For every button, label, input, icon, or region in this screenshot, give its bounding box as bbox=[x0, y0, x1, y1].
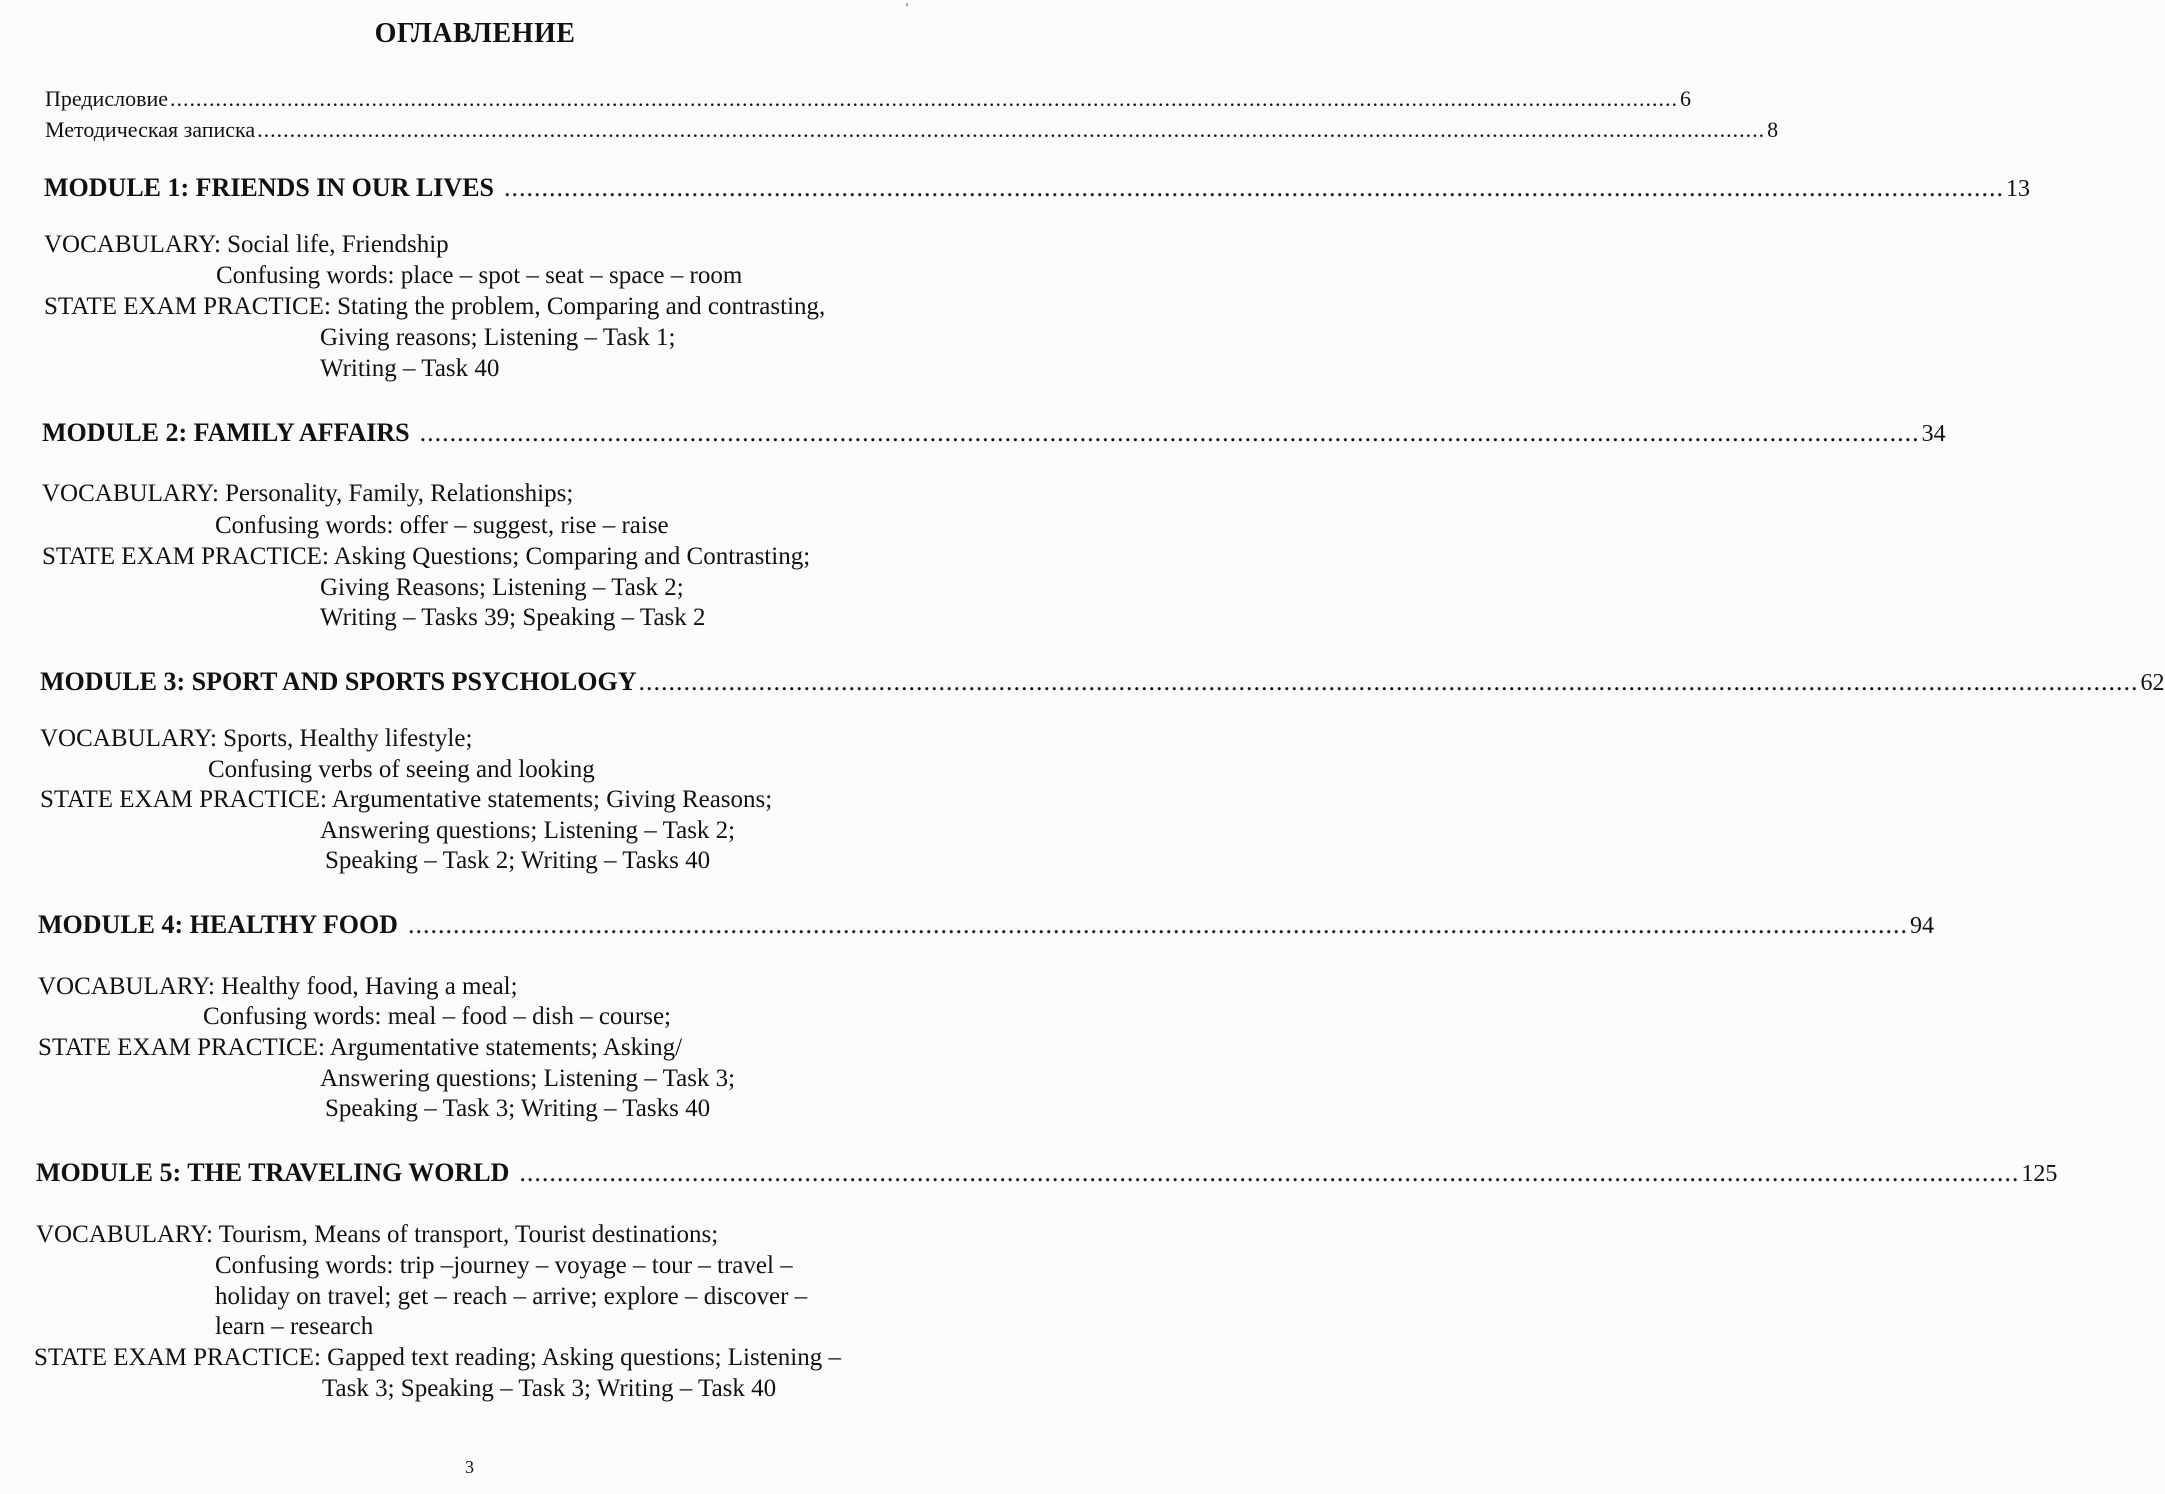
dot-leader: ........................................................................................................................................................................................................ bbox=[504, 173, 2004, 202]
toc-module-5-heading[interactable] bbox=[36, 1158, 2058, 1188]
dot-leader: ........................................................................................................................................................................................................ bbox=[638, 667, 2139, 696]
toc-entry-label: Методическая записка bbox=[45, 117, 256, 142]
page-number: 3 bbox=[465, 1457, 474, 1477]
module-5-vocabulary: VOCABULARY: Tourism, Means of transport, Tourist destinations; bbox=[36, 1221, 719, 1248]
dot-leader: ........................................................................................................................................................................................................ bbox=[419, 418, 1920, 447]
module-1-exam-practice: STATE EXAM PRACTICE: Stating the problem, Comparing and contrasting, bbox=[44, 293, 826, 320]
module-title: MODULE 4: HEALTHY FOOD bbox=[38, 910, 398, 939]
module-5-confusing-words-cont: learn – research bbox=[215, 1313, 374, 1340]
module-1-confusing-words: Confusing words: place – spot – seat – space – room bbox=[216, 262, 743, 289]
dot-leader: ........................................................................................................................................................................................................................................ bbox=[257, 117, 1766, 142]
module-2-exam-practice: STATE EXAM PRACTICE: Asking Questions; Comparing and Contrasting; bbox=[42, 543, 811, 570]
toc-module-4-heading[interactable] bbox=[38, 910, 1934, 940]
module-2-exam-practice-cont: Giving Reasons; Listening – Task 2; bbox=[320, 574, 684, 601]
dot-leader: ........................................................................................................................................................................................................................................ bbox=[170, 86, 1678, 111]
module-4-exam-practice: STATE EXAM PRACTICE: Argumentative statements; Asking/ bbox=[38, 1034, 683, 1061]
toc-entry-page: 6 bbox=[1680, 86, 1691, 111]
module-title: MODULE 5: THE TRAVELING WORLD bbox=[36, 1158, 510, 1187]
module-title: MODULE 3: SPORT AND SPORTS PSYCHOLOGY bbox=[40, 667, 637, 696]
module-1-vocabulary: VOCABULARY: Social life, Friendship bbox=[44, 231, 449, 258]
module-page: 125 bbox=[2021, 1161, 2058, 1187]
toc-entry-methodology-note[interactable] bbox=[45, 117, 1779, 143]
module-5-confusing-words-cont: holiday on travel; get – reach – arrive; explore – discover – bbox=[215, 1283, 808, 1310]
scan-mark: ' bbox=[906, 0, 909, 14]
module-3-confusing-words: Confusing verbs of seeing and looking bbox=[208, 756, 595, 783]
module-title: MODULE 1: FRIENDS IN OUR LIVES bbox=[44, 173, 494, 202]
toc-module-3-heading[interactable] bbox=[40, 667, 2165, 697]
module-page: 94 bbox=[1909, 913, 1934, 939]
module-5-exam-practice: STATE EXAM PRACTICE: Gapped text reading; Asking questions; Listening – bbox=[34, 1344, 841, 1371]
module-page: 62 bbox=[2140, 670, 2165, 696]
page-title: ОГЛАВЛЕНИЕ bbox=[374, 18, 576, 49]
module-4-confusing-words: Confusing words: meal – food – dish – course; bbox=[203, 1003, 672, 1030]
module-page: 13 bbox=[2006, 176, 2030, 202]
module-3-exam-practice-cont: Answering questions; Listening – Task 2; bbox=[320, 817, 736, 844]
toc-entry-preface[interactable] bbox=[45, 86, 1691, 112]
module-4-exam-practice-cont: Answering questions; Listening – Task 3; bbox=[320, 1065, 736, 1092]
dot-leader: ........................................................................................................................................................................................................ bbox=[407, 910, 1908, 939]
module-5-confusing-words: Confusing words: trip –journey – voyage – tour – travel – bbox=[215, 1252, 793, 1279]
module-page: 34 bbox=[1921, 421, 1946, 447]
dot-leader: ........................................................................................................................................................................................................ bbox=[519, 1158, 2020, 1187]
module-2-confusing-words: Confusing words: offer – suggest, rise – raise bbox=[215, 512, 669, 539]
module-3-exam-practice-cont: Speaking – Task 2; Writing – Tasks 40 bbox=[325, 847, 711, 874]
toc-module-2-heading[interactable] bbox=[42, 418, 1946, 448]
module-5-exam-practice-cont: Task 3; Speaking – Task 3; Writing – Task 40 bbox=[322, 1375, 777, 1402]
module-1-exam-practice-cont: Giving reasons; Listening – Task 1; bbox=[320, 324, 676, 351]
toc-entry-label: Предисловие bbox=[45, 86, 168, 111]
module-3-exam-practice: STATE EXAM PRACTICE: Argumentative statements; Giving Reasons; bbox=[40, 786, 773, 813]
toc-module-1-heading[interactable] bbox=[44, 173, 2030, 203]
module-1-exam-practice-cont: Writing – Task 40 bbox=[320, 355, 500, 382]
toc-entry-page: 8 bbox=[1767, 117, 1779, 142]
module-2-vocabulary: VOCABULARY: Personality, Family, Relationships; bbox=[42, 480, 574, 507]
module-3-vocabulary: VOCABULARY: Sports, Healthy lifestyle; bbox=[40, 725, 473, 752]
module-4-exam-practice-cont: Speaking – Task 3; Writing – Tasks 40 bbox=[325, 1095, 711, 1122]
module-4-vocabulary: VOCABULARY: Healthy food, Having a meal; bbox=[38, 973, 518, 1000]
module-2-exam-practice-cont: Writing – Tasks 39; Speaking – Task 2 bbox=[320, 604, 706, 631]
module-title: MODULE 2: FAMILY AFFAIRS bbox=[42, 418, 410, 447]
